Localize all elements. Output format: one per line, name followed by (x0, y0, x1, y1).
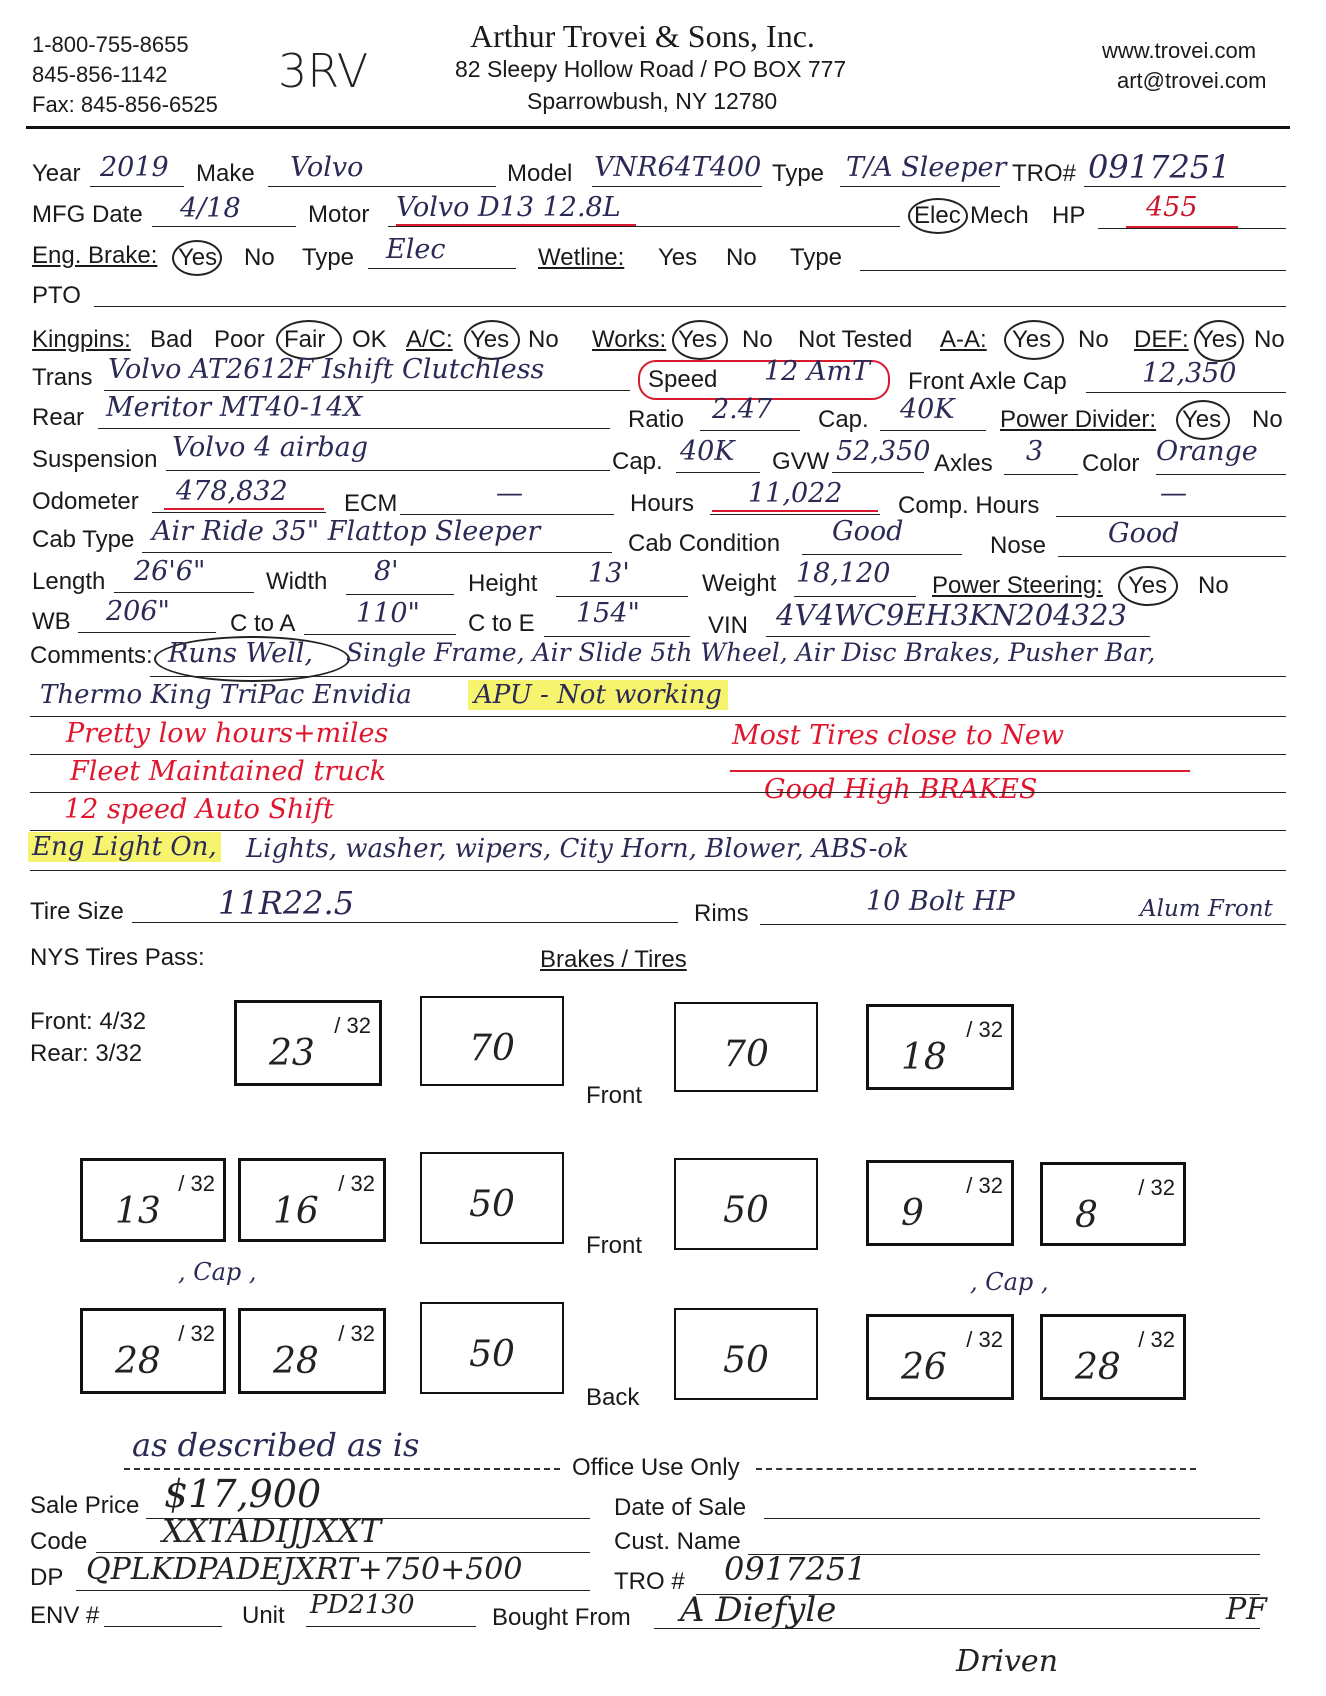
def-yes[interactable]: Yes (1198, 326, 1238, 353)
mid-right-brake-box[interactable] (674, 1158, 818, 1250)
mid-left-brake-value: 50 (469, 1184, 515, 1225)
gvw-label: GVW (772, 448, 830, 475)
nose-value: Good (1108, 518, 1180, 549)
hours-line (710, 514, 880, 515)
rear-line (98, 428, 610, 429)
rear-label: Rear (32, 404, 85, 431)
rims-value: 10 Bolt HP (866, 886, 1015, 917)
c-to-e-line (544, 636, 690, 637)
handwritten-code: 3RV (278, 44, 369, 98)
rear-pass-spec: Rear: 3/32 (30, 1040, 143, 1067)
hp-label: HP (1052, 202, 1086, 229)
motor-red-underline (396, 224, 636, 226)
per-32-label: / 32 (178, 1171, 215, 1196)
c-to-a-value: 110" (356, 598, 420, 629)
wetline-type-label: Type (790, 244, 843, 271)
kingpins-poor[interactable]: Poor (214, 326, 265, 353)
type-label: Type (772, 160, 825, 187)
comment-line-6b: Lights, washer, wipers, City Horn, Blower, ABS-ok (246, 834, 909, 864)
code-label: Code (30, 1528, 88, 1555)
speed-label: Speed (648, 366, 718, 393)
wetline-label: Wetline: (538, 244, 625, 271)
phone-1: 1-800-755-8655 (32, 32, 189, 57)
power-steering-yes[interactable]: Yes (1128, 572, 1168, 599)
cab-condition-value: Good (832, 516, 904, 547)
mid-axle-label: Front (586, 1232, 643, 1259)
dp-value: QPLKDPADEJXRT+750+500 (86, 1552, 523, 1587)
tro-hash-label: TRO # (614, 1568, 685, 1595)
model-line (592, 186, 762, 187)
per-32-label: / 32 (338, 1171, 375, 1196)
vin-value: 4V4WC9EH3KN204323 (776, 598, 1127, 632)
office-use-only-label: Office Use Only (572, 1454, 740, 1481)
header-divider (26, 126, 1290, 129)
comment-line-4a: Fleet Maintained truck (70, 756, 386, 787)
tro-line (1084, 186, 1286, 187)
back-left-inner-tire-value: 28 (273, 1341, 319, 1382)
mfg-date-value: 4/18 (180, 193, 241, 224)
cap-note-right: , Cap , (970, 1268, 1049, 1296)
color-value: Orange (1156, 436, 1258, 467)
office-dash-right (756, 1468, 1196, 1470)
comment-line-2b: APU - Not working (468, 680, 728, 710)
env-label: ENV # (30, 1602, 100, 1629)
ac-label: A/C: (406, 326, 453, 353)
length-label: Length (32, 568, 106, 595)
comp-hours-label: Comp. Hours (898, 492, 1040, 519)
hours-label: Hours (630, 490, 695, 517)
make-label: Make (196, 160, 255, 187)
axles-label: Axles (934, 450, 993, 477)
pto-line (94, 306, 1286, 307)
back-left-outer-tire-box[interactable] (80, 1308, 226, 1394)
mid-left-inner-tire-box[interactable] (238, 1158, 386, 1242)
odometer-label: Odometer (32, 488, 139, 515)
ac-yes[interactable]: Yes (470, 326, 510, 353)
cab-type-label: Cab Type (32, 526, 135, 553)
tro-value: 0917251 (1088, 148, 1231, 186)
color-line (1156, 474, 1286, 475)
per-32-label: / 32 (1138, 1175, 1175, 1200)
def-no[interactable]: No (1254, 326, 1285, 353)
motor-value: Volvo D13 12.8L (396, 192, 621, 223)
weight-line (794, 596, 916, 597)
motor-line (388, 226, 900, 227)
per-32-label: / 32 (1138, 1327, 1175, 1352)
aa-no[interactable]: No (1078, 326, 1109, 353)
unit-value: PD2130 (310, 1590, 415, 1620)
per-32-label: / 32 (178, 1321, 215, 1346)
cab-condition-line (802, 554, 962, 555)
brakes-tires-label: Brakes / Tires (540, 946, 687, 973)
axles-value: 3 (1026, 436, 1044, 467)
ratio-line (700, 430, 800, 431)
phone-2: 845-856-1142 (32, 62, 168, 87)
back-right-inner-tire-value: 26 (901, 1347, 947, 1388)
sale-price-value: $17,900 (164, 1472, 322, 1516)
cust-name-label: Cust. Name (614, 1528, 741, 1555)
trans-value: Volvo AT2612F Ishift Clutchless (108, 354, 545, 385)
aa-label: A-A: (940, 326, 987, 353)
ac-no[interactable]: No (528, 326, 559, 353)
kingpins-bad[interactable]: Bad (150, 326, 193, 353)
back-right-brake-value: 50 (723, 1340, 769, 1381)
year-value: 2019 (100, 152, 169, 183)
c-to-a-label: C to A (230, 610, 296, 637)
driven-note: Driven (956, 1644, 1059, 1679)
year-line (90, 186, 184, 187)
ratio-value: 2.47 (712, 394, 773, 425)
mid-left-inner-tire-value: 16 (273, 1191, 319, 1232)
company-website[interactable]: www.trovei.com (1102, 38, 1257, 63)
nose-line (1058, 556, 1286, 557)
ecm-label: ECM (344, 490, 398, 517)
front-right-brake-box[interactable] (674, 1002, 818, 1092)
hp-value: 455 (1146, 192, 1198, 223)
rear-cap-line (880, 430, 986, 431)
per-32-label: / 32 (334, 1013, 371, 1038)
mid-right-brake-value: 50 (723, 1190, 769, 1231)
comment-line-5a: 12 speed Auto Shift (64, 794, 334, 825)
eng-brake-type-label: Type (302, 244, 355, 271)
office-note: as described as is (132, 1426, 420, 1464)
type-value: T/A Sleeper (846, 152, 1007, 183)
front-axle-cap-line (1086, 392, 1286, 393)
back-right-outer-tire-box[interactable] (1040, 1314, 1186, 1400)
front-pass-spec: Front: 4/32 (30, 1008, 147, 1035)
unit-line (306, 1626, 476, 1627)
make-line (268, 186, 496, 187)
hours-red-underline (712, 510, 878, 512)
comment-rule-3 (30, 754, 1286, 755)
comment-line-6a: Eng Light On, (28, 832, 221, 862)
front-axle-cap-label: Front Axle Cap (908, 368, 1067, 395)
make-value: Volvo (290, 152, 364, 183)
comment-line-4b: Good High BRAKES (764, 774, 1038, 805)
comment-runs-well: Runs Well, (168, 638, 313, 669)
weight-value: 18,120 (796, 558, 891, 589)
model-label: Model (507, 160, 573, 187)
bought-from-value: A Diefyle (680, 1590, 837, 1630)
tro-hash-value: 0917251 (724, 1550, 867, 1588)
trans-label: Trans (32, 364, 93, 391)
mfg-date-label: MFG Date (32, 201, 143, 228)
susp-cap-value: 40K (680, 436, 735, 467)
hp-red-underline (1126, 226, 1238, 228)
height-label: Height (468, 570, 538, 597)
front-axle-label: Front (586, 1082, 643, 1109)
mid-left-outer-tire-box[interactable] (80, 1158, 226, 1242)
per-32-label: / 32 (966, 1327, 1003, 1352)
odometer-red-underline (164, 508, 324, 510)
tires-red-underline (730, 770, 1190, 772)
per-32-label: / 32 (966, 1017, 1003, 1042)
ecm-line (400, 514, 614, 515)
tro-label: TRO# (1012, 160, 1077, 187)
trans-line (104, 390, 630, 391)
rear-value: Meritor MT40-14X (106, 392, 363, 423)
mid-right-inner-tire-value: 9 (901, 1193, 924, 1234)
kingpins-ok[interactable]: OK (352, 326, 387, 353)
nys-tires-pass-label: NYS Tires Pass: (30, 944, 205, 971)
model-value: VNR64T400 (594, 152, 762, 183)
kingpins-fair[interactable]: Fair (284, 326, 326, 353)
eng-brake-type-line (368, 268, 516, 269)
rear-cap-value: 40K (900, 394, 955, 425)
back-right-inner-tire-box[interactable] (866, 1314, 1014, 1400)
wetline-no[interactable]: No (726, 244, 757, 271)
cap-note-left: , Cap , (178, 1258, 257, 1286)
comment-rule-1 (150, 676, 1286, 677)
mech-option[interactable]: Mech (970, 202, 1029, 229)
cab-type-line (142, 552, 612, 553)
fax-number: Fax: 845-856-6525 (32, 92, 218, 117)
cab-type-value: Air Ride 35" Flattop Sleeper (152, 516, 541, 547)
works-yes[interactable]: Yes (678, 326, 718, 353)
power-divider-no[interactable]: No (1252, 406, 1283, 433)
height-line (556, 596, 688, 597)
dp-label: DP (30, 1564, 64, 1591)
odometer-line (152, 512, 326, 513)
suspension-label: Suspension (32, 446, 158, 473)
mid-right-outer-tire-value: 8 (1075, 1195, 1098, 1236)
cab-condition-label: Cab Condition (628, 530, 781, 557)
weight-label: Weight (702, 570, 777, 597)
width-label: Width (266, 568, 328, 595)
rims-line (760, 924, 1286, 925)
back-left-outer-tire-value: 28 (115, 1341, 161, 1382)
comment-line-3b: Most Tires close to New (732, 720, 1064, 751)
suspension-line (166, 470, 610, 471)
works-not-tested[interactable]: Not Tested (798, 326, 913, 353)
gvw-line (832, 472, 924, 473)
front-right-tire-box[interactable] (866, 1004, 1014, 1090)
date-of-sale-label: Date of Sale (614, 1494, 747, 1521)
comment-line-3a: Pretty low hours+miles (66, 718, 389, 749)
front-left-tire-value: 23 (269, 1033, 315, 1074)
length-value: 26'6" (134, 556, 206, 587)
back-left-brake-box[interactable] (420, 1302, 564, 1394)
power-divider-yes[interactable]: Yes (1182, 406, 1222, 433)
comment-line-1: Single Frame, Air Slide 5th Wheel, Air Disc Brakes, Pusher Bar, (346, 638, 1156, 667)
per-32-label: / 32 (966, 1173, 1003, 1198)
gvw-value: 52,350 (836, 436, 931, 467)
sale-price-label: Sale Price (30, 1492, 140, 1519)
comp-hours-line (1056, 516, 1286, 517)
comment-rule-4 (30, 792, 1286, 793)
office-dash-left (124, 1468, 560, 1470)
works-no[interactable]: No (742, 326, 773, 353)
pto-label: PTO (32, 282, 81, 309)
front-left-brake-value: 70 (469, 1028, 515, 1069)
eng-brake-label: Eng. Brake: (32, 242, 158, 269)
length-line (114, 592, 254, 593)
eng-brake-yes[interactable]: Yes (178, 244, 218, 271)
axles-line (1004, 474, 1078, 475)
motor-label: Motor (308, 201, 370, 228)
eng-brake-no[interactable]: No (244, 244, 275, 271)
mid-right-outer-tire-box[interactable] (1040, 1162, 1186, 1246)
eng-brake-type-value: Elec (386, 234, 446, 265)
tire-size-label: Tire Size (30, 898, 124, 925)
c-to-e-label: C to E (468, 610, 535, 637)
bought-from-label: Bought From (492, 1604, 631, 1631)
front-left-tire-box[interactable] (234, 1000, 382, 1086)
mid-left-outer-tire-value: 13 (115, 1191, 161, 1232)
mfg-date-line (152, 226, 296, 227)
c-to-a-line (304, 634, 456, 635)
color-label: Color (1082, 450, 1140, 477)
per-32-label: / 32 (338, 1321, 375, 1346)
hours-value: 11,022 (748, 478, 843, 509)
front-right-tire-value: 18 (901, 1037, 947, 1078)
company-email[interactable]: art@trovei.com (1117, 68, 1267, 93)
susp-cap-line (676, 472, 760, 473)
kingpins-label: Kingpins: (32, 326, 131, 353)
power-divider-label: Power Divider: (1000, 406, 1157, 433)
width-value: 8' (374, 556, 399, 587)
wetline-type-line (860, 270, 1286, 271)
comment-rule-6 (30, 870, 1286, 871)
comment-rule-5 (30, 830, 1286, 831)
comment-line-2a: Thermo King TriPac Envidia (40, 680, 412, 710)
power-steering-no[interactable]: No (1198, 572, 1229, 599)
company-address-2: Sparrowbush, NY 12780 (527, 88, 778, 114)
date-of-sale-line (764, 1518, 1260, 1519)
hp-line (1098, 228, 1286, 229)
front-left-brake-box[interactable] (420, 996, 564, 1086)
wb-line (78, 632, 216, 633)
def-label: DEF: (1134, 326, 1189, 353)
env-line (104, 1626, 222, 1627)
ecm-value: — (496, 478, 523, 509)
wetline-yes[interactable]: Yes (658, 244, 698, 271)
mid-right-inner-tire-box[interactable] (866, 1160, 1014, 1246)
back-left-brake-value: 50 (469, 1334, 515, 1375)
wb-label: WB (32, 608, 71, 635)
works-label: Works: (592, 326, 667, 353)
front-right-brake-value: 70 (723, 1034, 769, 1075)
unit-label: Unit (242, 1602, 285, 1629)
company-name: Arthur Trovei & Sons, Inc. (470, 18, 815, 54)
rear-cap-label: Cap. (818, 406, 869, 433)
type-line (840, 186, 1000, 187)
suspension-value: Volvo 4 airbag (172, 432, 369, 463)
vin-label: VIN (708, 612, 749, 639)
back-right-outer-tire-value: 28 (1075, 1347, 1121, 1388)
susp-cap-label: Cap. (612, 448, 663, 475)
odometer-value: 478,832 (176, 476, 288, 507)
back-left-inner-tire-box[interactable] (238, 1308, 386, 1394)
mid-left-brake-box[interactable] (420, 1152, 564, 1244)
comments-label: Comments: (30, 642, 153, 669)
height-value: 13' (588, 558, 630, 589)
tire-size-line (132, 922, 678, 923)
c-to-e-value: 154" (576, 598, 640, 629)
back-axle-label: Back (586, 1384, 640, 1411)
ratio-label: Ratio (628, 406, 685, 433)
rims-label: Rims (694, 900, 749, 927)
comment-rule-2 (30, 716, 1286, 717)
power-steering-label: Power Steering: (932, 572, 1103, 599)
aa-yes[interactable]: Yes (1012, 326, 1052, 353)
speed-value: 12 AmT (764, 356, 871, 387)
tire-size-value: 11R22.5 (218, 884, 355, 922)
code-value: XXTADIJJXXT (162, 1512, 382, 1550)
nose-label: Nose (990, 532, 1047, 559)
width-line (346, 594, 454, 595)
elec-option[interactable]: Elec (914, 202, 961, 229)
back-right-brake-box[interactable] (674, 1308, 818, 1400)
rims-note: Alum Front (1140, 896, 1273, 922)
initials-value: PF (1226, 1592, 1268, 1627)
front-axle-cap-value: 12,350 (1142, 358, 1237, 389)
wb-value: 206" (106, 596, 170, 627)
company-address-1: 82 Sleepy Hollow Road / PO BOX 777 (455, 56, 847, 82)
year-label: Year (32, 160, 81, 187)
vin-line (766, 636, 1150, 637)
comp-hours-value: — (1160, 478, 1187, 509)
